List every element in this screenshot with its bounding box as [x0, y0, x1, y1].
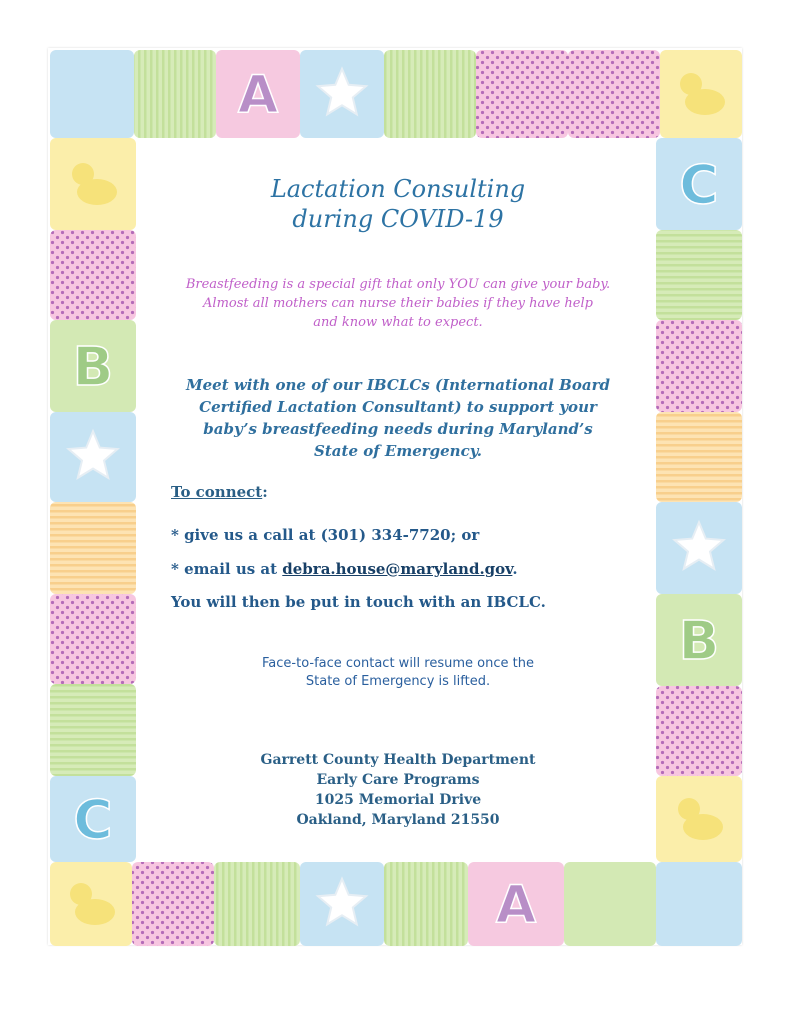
block-letter-c: C	[73, 789, 113, 852]
notice-line-2: State of Emergency is lifted.	[305, 674, 491, 689]
intro-line-2: Almost all mothers can nurse their babies if they have help	[203, 296, 593, 311]
email-suffix: .	[512, 560, 518, 578]
block-letter-a: A	[495, 875, 537, 936]
meet-line-1: Meet with one of our IBCLCs (International Board	[186, 376, 610, 394]
block-letter-b: B	[72, 336, 114, 399]
connect-heading	[171, 483, 268, 501]
connect-label: To connect	[171, 483, 263, 501]
notice-line-1: Face-to-face contact will resume once the	[262, 656, 534, 671]
email-line	[171, 560, 518, 578]
meet-line-4: State of Emergency.	[314, 442, 482, 460]
address-street: 1025 Memorial Drive	[314, 792, 482, 808]
intro-paragraph	[160, 275, 636, 332]
ibclc-paragraph	[170, 374, 626, 462]
email-prefix: * email us at	[171, 560, 283, 578]
title	[198, 174, 598, 234]
block-letter-a: A	[237, 65, 279, 126]
title-line-2: during COVID-19	[292, 205, 504, 233]
intro-line-3: and know what to expect.	[313, 315, 483, 330]
meet-line-3: baby’s breastfeeding needs during Maryland’s	[203, 420, 593, 438]
intro-line-1: Breastfeeding is a special gift that only YOU can give your baby.	[185, 277, 611, 292]
address-program: Early Care Programs	[316, 772, 480, 788]
notice-paragraph	[200, 655, 596, 691]
address-org: Garrett County Health Department	[260, 752, 536, 768]
title-line-1: Lactation Consulting	[270, 175, 526, 203]
address-block	[200, 750, 596, 830]
call-line: * give us a call at (301) 334-7720; or	[171, 526, 480, 544]
email-link[interactable]: debra.house@maryland.gov	[282, 560, 513, 578]
address-city: Oakland, Maryland 21550	[296, 812, 500, 828]
meet-line-2: Certified Lactation Consultant) to support your	[199, 398, 597, 416]
block-letter-c: C	[679, 154, 719, 217]
ibclc-contact-line: You will then be put in touch with an IBCLC.	[171, 593, 546, 611]
block-letter-b: B	[678, 610, 720, 673]
connect-colon: :	[262, 483, 268, 501]
